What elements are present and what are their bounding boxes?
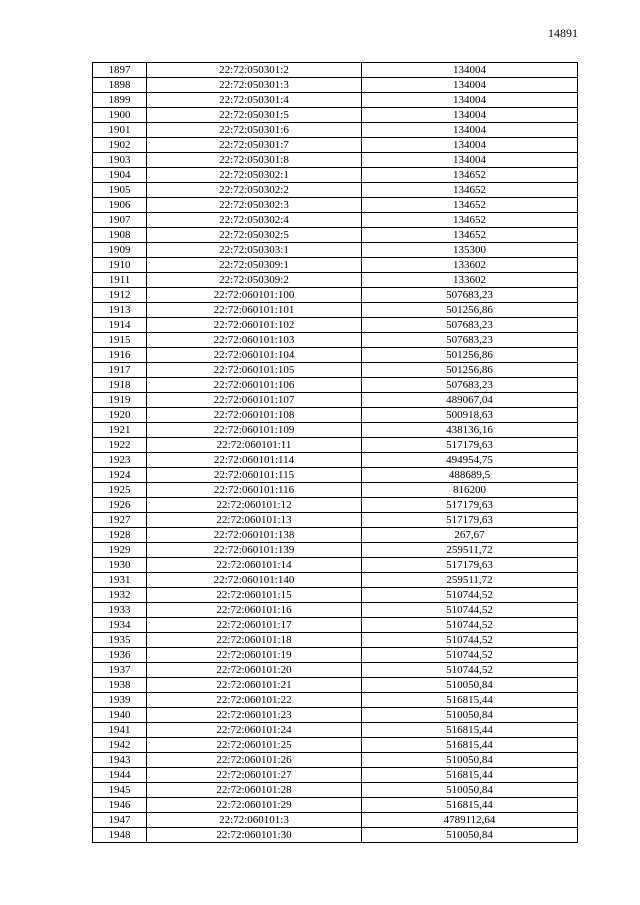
- row-number-cell: 1917: [93, 363, 147, 378]
- cadastral-value-cell: 134004: [362, 93, 578, 108]
- cadastral-number-cell: 22:72:050301:5: [147, 108, 362, 123]
- row-number-cell: 1915: [93, 333, 147, 348]
- cadastral-number-cell: 22:72:050301:3: [147, 78, 362, 93]
- cadastral-value-cell: 488689,5: [362, 468, 578, 483]
- cadastral-value-cell: 510744,52: [362, 588, 578, 603]
- table-row: [93, 498, 578, 513]
- row-number-cell: 1944: [93, 768, 147, 783]
- row-number-cell: 1932: [93, 588, 147, 603]
- cadastral-value-cell: 134004: [362, 153, 578, 168]
- cadastral-number-cell: 22:72:060101:103: [147, 333, 362, 348]
- cadastral-value-cell: 494954,75: [362, 453, 578, 468]
- cadastral-value-cell: 134652: [362, 198, 578, 213]
- row-number-cell: 1908: [93, 228, 147, 243]
- row-number-cell: 1922: [93, 438, 147, 453]
- row-number-cell: 1934: [93, 618, 147, 633]
- cadastral-value-cell: 507683,23: [362, 333, 578, 348]
- cadastral-value-cell: 510050,84: [362, 678, 578, 693]
- cadastral-number-cell: 22:72:060101:28: [147, 783, 362, 798]
- table-row: [93, 273, 578, 288]
- row-number-cell: 1907: [93, 213, 147, 228]
- row-number-cell: 1913: [93, 303, 147, 318]
- row-number-cell: 1942: [93, 738, 147, 753]
- table-row: [93, 573, 578, 588]
- cadastral-value-cell: 510744,52: [362, 603, 578, 618]
- table-row: [93, 288, 578, 303]
- table-row: [93, 648, 578, 663]
- cadastral-number-cell: 22:72:060101:109: [147, 423, 362, 438]
- cadastral-number-cell: 22:72:050302:4: [147, 213, 362, 228]
- cadastral-value-cell: 133602: [362, 258, 578, 273]
- table-row: [93, 138, 578, 153]
- table-row: [93, 228, 578, 243]
- cadastral-number-cell: 22:72:060101:114: [147, 453, 362, 468]
- table-row: [93, 528, 578, 543]
- row-number-cell: 1906: [93, 198, 147, 213]
- cadastral-number-cell: 22:72:060101:106: [147, 378, 362, 393]
- table-row: [93, 243, 578, 258]
- table-row: [93, 678, 578, 693]
- table-row: [93, 393, 578, 408]
- cadastral-value-cell: 501256,86: [362, 303, 578, 318]
- cadastral-value-cell: 510050,84: [362, 828, 578, 843]
- cadastral-value-cell: 134004: [362, 138, 578, 153]
- cadastral-value-cell: 517179,63: [362, 438, 578, 453]
- cadastral-value-cell: 510744,52: [362, 633, 578, 648]
- cadastral-value-cell: 510050,84: [362, 783, 578, 798]
- table-row: [93, 513, 578, 528]
- table-row: [93, 543, 578, 558]
- row-number-cell: 1909: [93, 243, 147, 258]
- cadastral-value-cell: 510050,84: [362, 708, 578, 723]
- table-row: [93, 423, 578, 438]
- table-row: [93, 63, 578, 78]
- page-number: 14891: [548, 26, 578, 40]
- table-row: [93, 783, 578, 798]
- cadastral-number-cell: 22:72:050303:1: [147, 243, 362, 258]
- row-number-cell: 1919: [93, 393, 147, 408]
- cadastral-number-cell: 22:72:060101:105: [147, 363, 362, 378]
- cadastral-value-cell: 134652: [362, 213, 578, 228]
- cadastral-value-cell: 501256,86: [362, 348, 578, 363]
- table-row: [93, 618, 578, 633]
- row-number-cell: 1910: [93, 258, 147, 273]
- cadastral-value-cell: 516815,44: [362, 738, 578, 753]
- row-number-cell: 1930: [93, 558, 147, 573]
- cadastral-number-cell: 22:72:060101:107: [147, 393, 362, 408]
- table-row: [93, 333, 578, 348]
- row-number-cell: 1945: [93, 783, 147, 798]
- cadastral-value-cell: 510744,52: [362, 663, 578, 678]
- cadastral-number-cell: 22:72:060101:108: [147, 408, 362, 423]
- cadastral-number-cell: 22:72:060101:14: [147, 558, 362, 573]
- table-row: [93, 153, 578, 168]
- table-row: [93, 318, 578, 333]
- table-row: [93, 378, 578, 393]
- cadastral-value-cell: 501256,86: [362, 363, 578, 378]
- cadastral-number-cell: 22:72:060101:116: [147, 483, 362, 498]
- table-row: [93, 828, 578, 843]
- table-row: [93, 768, 578, 783]
- cadastral-value-cell: 517179,63: [362, 558, 578, 573]
- table-row: [93, 633, 578, 648]
- row-number-cell: 1931: [93, 573, 147, 588]
- cadastral-value-cell: 133602: [362, 273, 578, 288]
- row-number-cell: 1923: [93, 453, 147, 468]
- table-row: [93, 303, 578, 318]
- cadastral-value-cell: 507683,23: [362, 378, 578, 393]
- cadastral-number-cell: 22:72:060101:29: [147, 798, 362, 813]
- cadastral-number-cell: 22:72:060101:102: [147, 318, 362, 333]
- row-number-cell: 1903: [93, 153, 147, 168]
- cadastral-number-cell: 22:72:050302:3: [147, 198, 362, 213]
- cadastral-number-cell: 22:72:060101:24: [147, 723, 362, 738]
- table-row: [93, 483, 578, 498]
- table-row: [93, 348, 578, 363]
- cadastral-value-cell: 516815,44: [362, 723, 578, 738]
- table-row: [93, 588, 578, 603]
- table-row: [93, 798, 578, 813]
- row-number-cell: 1897: [93, 63, 147, 78]
- cadastral-number-cell: 22:72:050301:4: [147, 93, 362, 108]
- cadastral-number-cell: 22:72:060101:13: [147, 513, 362, 528]
- cadastral-value-cell: 134652: [362, 183, 578, 198]
- row-number-cell: 1901: [93, 123, 147, 138]
- cadastral-number-cell: 22:72:060101:115: [147, 468, 362, 483]
- cadastral-number-cell: 22:72:060101:26: [147, 753, 362, 768]
- cadastral-number-cell: 22:72:060101:100: [147, 288, 362, 303]
- cadastral-value-cell: 517179,63: [362, 498, 578, 513]
- table-row: [93, 168, 578, 183]
- row-number-cell: 1912: [93, 288, 147, 303]
- cadastral-value-cell: 134652: [362, 168, 578, 183]
- cadastral-value-cell: 516815,44: [362, 693, 578, 708]
- table-row: [93, 213, 578, 228]
- cadastral-number-cell: 22:72:050302:5: [147, 228, 362, 243]
- row-number-cell: 1920: [93, 408, 147, 423]
- row-number-cell: 1924: [93, 468, 147, 483]
- cadastral-number-cell: 22:72:060101:11: [147, 438, 362, 453]
- cadastral-value-cell: 510744,52: [362, 648, 578, 663]
- table-row: [93, 78, 578, 93]
- cadastral-value-cell: 134004: [362, 108, 578, 123]
- table-body: [93, 63, 578, 843]
- table-row: [93, 198, 578, 213]
- cadastral-value-cell: 516815,44: [362, 768, 578, 783]
- row-number-cell: 1929: [93, 543, 147, 558]
- cadastral-number-cell: 22:72:050301:2: [147, 63, 362, 78]
- table-row: [93, 723, 578, 738]
- cadastral-value-cell: 507683,23: [362, 318, 578, 333]
- cadastral-value-cell: 510744,52: [362, 618, 578, 633]
- cadastral-number-cell: 22:72:050301:7: [147, 138, 362, 153]
- row-number-cell: 1899: [93, 93, 147, 108]
- cadastral-number-cell: 22:72:060101:19: [147, 648, 362, 663]
- cadastral-value-cell: 134652: [362, 228, 578, 243]
- cadastral-value-cell: 816200: [362, 483, 578, 498]
- cadastral-value-cell: 507683,23: [362, 288, 578, 303]
- table-row: [93, 738, 578, 753]
- table-row: [93, 663, 578, 678]
- cadastral-value-cell: 516815,44: [362, 798, 578, 813]
- cadastral-number-cell: 22:72:050309:1: [147, 258, 362, 273]
- cadastral-value-cell: 134004: [362, 123, 578, 138]
- table-row: [93, 438, 578, 453]
- table-row: [93, 453, 578, 468]
- cadastral-number-cell: 22:72:060101:18: [147, 633, 362, 648]
- cadastral-number-cell: 22:72:050301:8: [147, 153, 362, 168]
- table-row: [93, 363, 578, 378]
- row-number-cell: 1936: [93, 648, 147, 663]
- cadastral-value-cell: 259511,72: [362, 543, 578, 558]
- table-row: [93, 408, 578, 423]
- row-number-cell: 1939: [93, 693, 147, 708]
- cadastral-value-cell: 135300: [362, 243, 578, 258]
- cadastral-value-cell: 500918,63: [362, 408, 578, 423]
- row-number-cell: 1938: [93, 678, 147, 693]
- row-number-cell: 1937: [93, 663, 147, 678]
- cadastral-value-cell: 134004: [362, 63, 578, 78]
- cadastral-number-cell: 22:72:050302:2: [147, 183, 362, 198]
- row-number-cell: 1941: [93, 723, 147, 738]
- row-number-cell: 1921: [93, 423, 147, 438]
- cadastral-number-cell: 22:72:060101:104: [147, 348, 362, 363]
- table-row: [93, 558, 578, 573]
- cadastral-value-cell: 517179,63: [362, 513, 578, 528]
- cadastral-value-cell: 489067,04: [362, 393, 578, 408]
- row-number-cell: 1902: [93, 138, 147, 153]
- cadastral-number-cell: 22:72:050301:6: [147, 123, 362, 138]
- cadastral-number-cell: 22:72:060101:16: [147, 603, 362, 618]
- cadastral-number-cell: 22:72:060101:139: [147, 543, 362, 558]
- row-number-cell: 1933: [93, 603, 147, 618]
- cadastral-number-cell: 22:72:060101:140: [147, 573, 362, 588]
- row-number-cell: 1900: [93, 108, 147, 123]
- row-number-cell: 1926: [93, 498, 147, 513]
- cadastral-number-cell: 22:72:050302:1: [147, 168, 362, 183]
- cadastral-value-table: [92, 62, 578, 843]
- row-number-cell: 1943: [93, 753, 147, 768]
- cadastral-value-cell: 4789112,64: [362, 813, 578, 828]
- cadastral-number-cell: 22:72:060101:21: [147, 678, 362, 693]
- cadastral-number-cell: 22:72:060101:3: [147, 813, 362, 828]
- row-number-cell: 1948: [93, 828, 147, 843]
- cadastral-number-cell: 22:72:060101:17: [147, 618, 362, 633]
- cadastral-value-cell: 267,67: [362, 528, 578, 543]
- row-number-cell: 1904: [93, 168, 147, 183]
- table-row: [93, 108, 578, 123]
- cadastral-value-cell: 438136,16: [362, 423, 578, 438]
- row-number-cell: 1916: [93, 348, 147, 363]
- row-number-cell: 1946: [93, 798, 147, 813]
- cadastral-number-cell: 22:72:060101:12: [147, 498, 362, 513]
- table-row: [93, 603, 578, 618]
- row-number-cell: 1911: [93, 273, 147, 288]
- cadastral-number-cell: 22:72:060101:23: [147, 708, 362, 723]
- cadastral-number-cell: 22:72:060101:138: [147, 528, 362, 543]
- cadastral-value-cell: 510050,84: [362, 753, 578, 768]
- cadastral-number-cell: 22:72:050309:2: [147, 273, 362, 288]
- row-number-cell: 1925: [93, 483, 147, 498]
- row-number-cell: 1918: [93, 378, 147, 393]
- row-number-cell: 1940: [93, 708, 147, 723]
- table-row: [93, 183, 578, 198]
- row-number-cell: 1928: [93, 528, 147, 543]
- cadastral-number-cell: 22:72:060101:20: [147, 663, 362, 678]
- row-number-cell: 1947: [93, 813, 147, 828]
- cadastral-number-cell: 22:72:060101:25: [147, 738, 362, 753]
- table-row: [93, 813, 578, 828]
- row-number-cell: 1927: [93, 513, 147, 528]
- cadastral-number-cell: 22:72:060101:15: [147, 588, 362, 603]
- table-row: [93, 753, 578, 768]
- table-row: [93, 93, 578, 108]
- row-number-cell: 1898: [93, 78, 147, 93]
- table-row: [93, 468, 578, 483]
- cadastral-number-cell: 22:72:060101:27: [147, 768, 362, 783]
- row-number-cell: 1935: [93, 633, 147, 648]
- table-row: [93, 708, 578, 723]
- cadastral-number-cell: 22:72:060101:101: [147, 303, 362, 318]
- row-number-cell: 1905: [93, 183, 147, 198]
- cadastral-number-cell: 22:72:060101:30: [147, 828, 362, 843]
- table-row: [93, 693, 578, 708]
- cadastral-number-cell: 22:72:060101:22: [147, 693, 362, 708]
- cadastral-value-cell: 259511,72: [362, 573, 578, 588]
- table-row: [93, 123, 578, 138]
- row-number-cell: 1914: [93, 318, 147, 333]
- cadastral-value-cell: 134004: [362, 78, 578, 93]
- table-row: [93, 258, 578, 273]
